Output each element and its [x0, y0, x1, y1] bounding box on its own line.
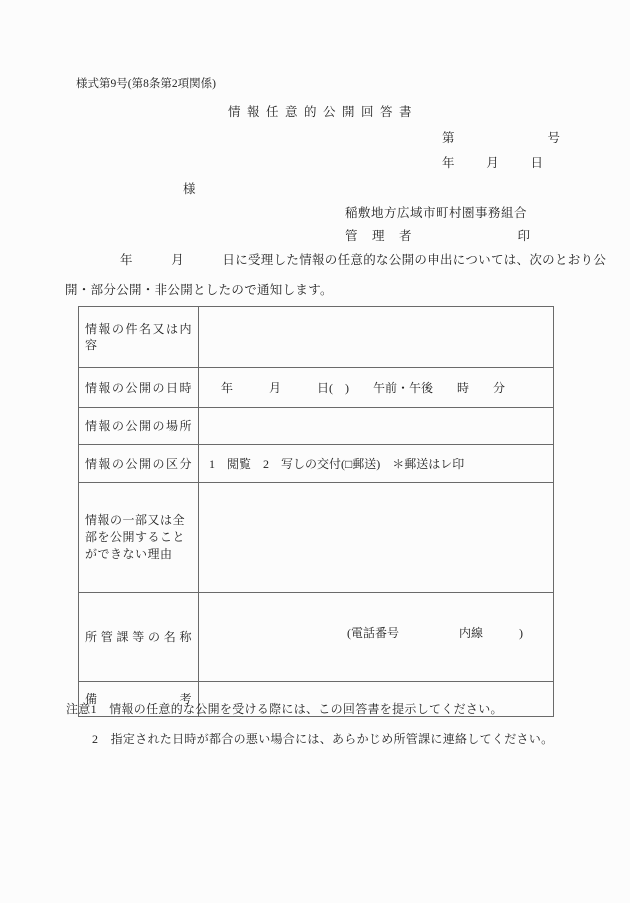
- manager-seal-line: [345, 228, 530, 244]
- body-paragraph-line-2: 開・部分公開・非公開としたので通知します。: [65, 283, 333, 297]
- table-row-subject: [79, 307, 554, 368]
- doc-number-suffix: 号: [547, 131, 560, 145]
- table-row-datetime: [79, 368, 554, 408]
- date-month-label: 月: [486, 156, 499, 170]
- footer-notes: [66, 701, 553, 748]
- row-label-category: 情報の公開の区分: [79, 445, 199, 483]
- disclosure-info-table: [78, 306, 554, 717]
- row-label-nondisclosure-reason: 情報の一部又は全部を公開することができない理由: [79, 483, 199, 593]
- document-title: 情報任意的公開回答書: [228, 105, 419, 119]
- table-row-nondisclosure-reason: [79, 483, 554, 593]
- note-2: 2 指定された日時が都合の悪い場合には、あらかじめ所管課に連絡してください。: [92, 732, 554, 746]
- phone-extension-line: (電話番号 内線 ): [347, 626, 523, 640]
- document-date-line: [442, 155, 543, 171]
- row-label-place: 情報の公開の場所: [79, 408, 199, 445]
- document-number-line: [442, 130, 560, 146]
- note-1: 注意1 情報の任意的な公開を受ける際には、この回答書を提示してください。: [66, 702, 503, 716]
- addressee-honorific: 様: [183, 182, 196, 196]
- organization-name: 稲敷地方広域市町村圏事務組合: [345, 206, 528, 220]
- body-paragraph: [65, 245, 607, 305]
- row-value-datetime: 年 月 日( ) 午前・午後 時 分: [199, 368, 554, 408]
- doc-number-prefix: 第: [442, 131, 455, 145]
- table-row-category: [79, 445, 554, 483]
- body-paragraph-line-1: 年 月 日に受理した情報の任意的な公開の申出については、次のとおり公: [120, 253, 607, 267]
- form-number: 様式第9号(第8条第2項関係): [76, 78, 216, 90]
- table-row-place: [79, 408, 554, 445]
- table-row-department: [79, 593, 554, 682]
- row-value-department: [199, 593, 554, 682]
- row-label-remarks: 備考: [79, 682, 199, 717]
- row-value-place: [199, 408, 554, 445]
- row-value-category: 1 閲覧 2 写しの交付(□郵送) ＊郵送はレ印: [199, 445, 554, 483]
- manager-title: 管 理 者: [345, 229, 413, 243]
- date-year-label: 年: [442, 156, 455, 170]
- row-value-nondisclosure-reason: [199, 483, 554, 593]
- seal-placeholder: 印: [517, 229, 530, 243]
- row-label-subject: 情報の件名又は内容: [79, 307, 199, 368]
- row-label-department: 所管課等の名称: [79, 593, 199, 682]
- row-label-datetime: 情報の公開の日時: [79, 368, 199, 408]
- row-value-subject: [199, 307, 554, 368]
- date-day-label: 日: [530, 156, 543, 170]
